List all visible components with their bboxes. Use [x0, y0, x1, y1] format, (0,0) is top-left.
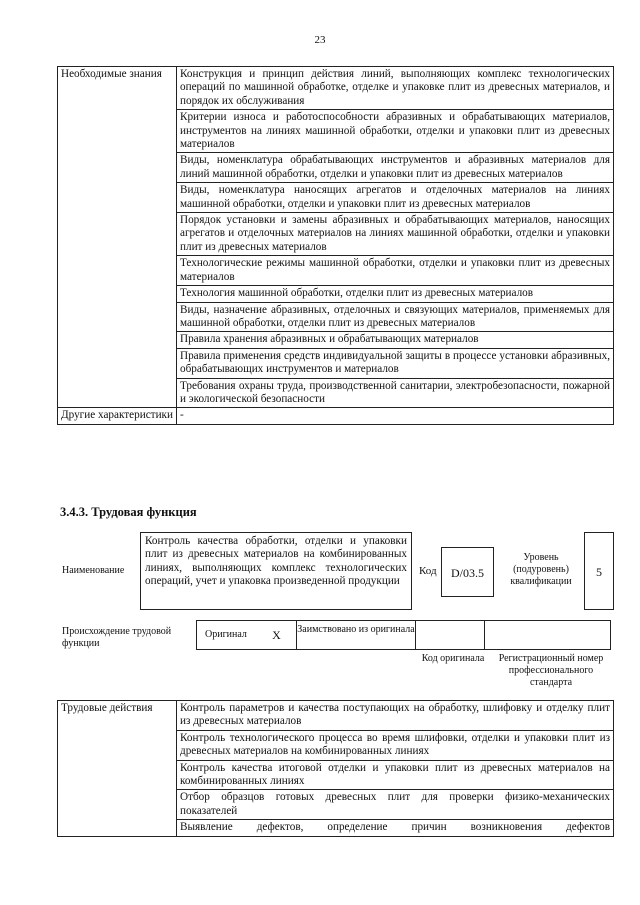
other-characteristics-label: Другие характеристики — [58, 408, 177, 424]
registration-number-caption: Регистрационный номер профессионального стандарта — [498, 653, 604, 688]
actions-table — [57, 700, 614, 837]
action-item: Контроль технологического процесса во время шлифовки, отделки и упаковки плит из древесных материалов на комбинированных линиях — [177, 730, 614, 760]
action-item: Отбор образцов готовых древесных плит для проверки физико-механических показателей — [177, 790, 614, 820]
knowledge-item: Требования охраны труда, производственной санитарии, электробезопасности, пожарной и экологической безопасности — [177, 378, 614, 408]
page-number: 23 — [314, 34, 326, 46]
knowledge-item: Технологические режимы машинной обработки, отделки и упаковки плит из древесных материалов — [177, 256, 614, 286]
action-item: Контроль параметров и качества поступающих на обработку, шлифовку и отделку плит из древесных материалов — [177, 701, 614, 731]
original-code-caption: Код оригинала — [421, 653, 485, 664]
qualification-level-label: Уровень (подуровень) квалификации — [510, 552, 572, 587]
knowledge-item: Порядок установки и замены абразивных и обрабатывающих материалов, наносящих агрегатов и отделочных материалов на линиях машинной обработки, отделки и упаковки плит из древесных материалов — [177, 213, 614, 256]
table-row — [58, 67, 614, 110]
other-characteristics-value: - — [177, 408, 614, 424]
knowledge-item: Виды, номенклатура обрабатывающих инструментов и абразивных материалов для линий машинной обработки, отделки и упаковки плит из древесных материалов — [177, 153, 614, 183]
registration-number-cell — [484, 620, 611, 650]
table-row — [58, 701, 614, 731]
knowledge-label: Необходимые знания — [58, 67, 177, 408]
actions-label: Трудовые действия — [58, 701, 177, 837]
action-item: Выявление дефектов, определение причин возникновения дефектов — [177, 820, 614, 836]
knowledge-item: Технология машинной обработки, отделки плит из древесных материалов — [177, 286, 614, 302]
name-label: Наименование — [62, 565, 125, 576]
knowledge-item: Виды, назначение абразивных, отделочных и связующих материалов, применяемых для машинной обработки, отделки плит из древесных материалов — [177, 302, 614, 332]
origin-row — [197, 620, 611, 650]
original-mark: X — [257, 620, 297, 650]
knowledge-item: Конструкция и принцип действия линий, выполняющих комплекс технологических операций по машинной обработке, отделке и упаковке плит из древесных материалов, и порядок их обслуживания — [177, 67, 614, 110]
section-title: 3.4.3. Трудовая функция — [60, 505, 197, 519]
action-item: Контроль качества итоговой отделки и упаковки плит из древесных материалов на комбинированных линиях — [177, 760, 614, 790]
original-code-cell — [415, 620, 485, 650]
knowledge-item: Правила применения средств индивидуальной защиты в процессе установки абразивных, обрабатывающих инструментов и материалов — [177, 348, 614, 378]
knowledge-item: Критерии износа и работоспособности абразивных и обрабатывающих материалов, инструментов на линиях машинной обработки, отделки и упаковки плит из древесных материалов — [177, 110, 614, 153]
table-row — [58, 408, 614, 424]
function-name-value: Контроль качества обработки, отделки и упаковки плит из древесных материалов на комбинированных линиях, выполняющих комплекс технологических операций, учет и упаковка произведенной продукции — [140, 532, 412, 610]
function-code-value: D/03.5 — [441, 547, 494, 597]
borrowed-label: Заимствовано из оригинала — [296, 620, 416, 650]
origin-label: Происхождение трудовой функции — [62, 626, 172, 649]
knowledge-item: Правила хранения абразивных и обрабатывающих материалов — [177, 332, 614, 348]
knowledge-table — [57, 66, 614, 425]
code-label: Код — [419, 565, 437, 577]
original-label: Оригинал — [196, 620, 258, 650]
knowledge-item: Виды, номенклатура наносящих агрегатов и отделочных материалов на линиях машинной обработки, отделки и упаковки плит из древесных материалов — [177, 183, 614, 213]
qualification-level-value: 5 — [584, 532, 614, 610]
